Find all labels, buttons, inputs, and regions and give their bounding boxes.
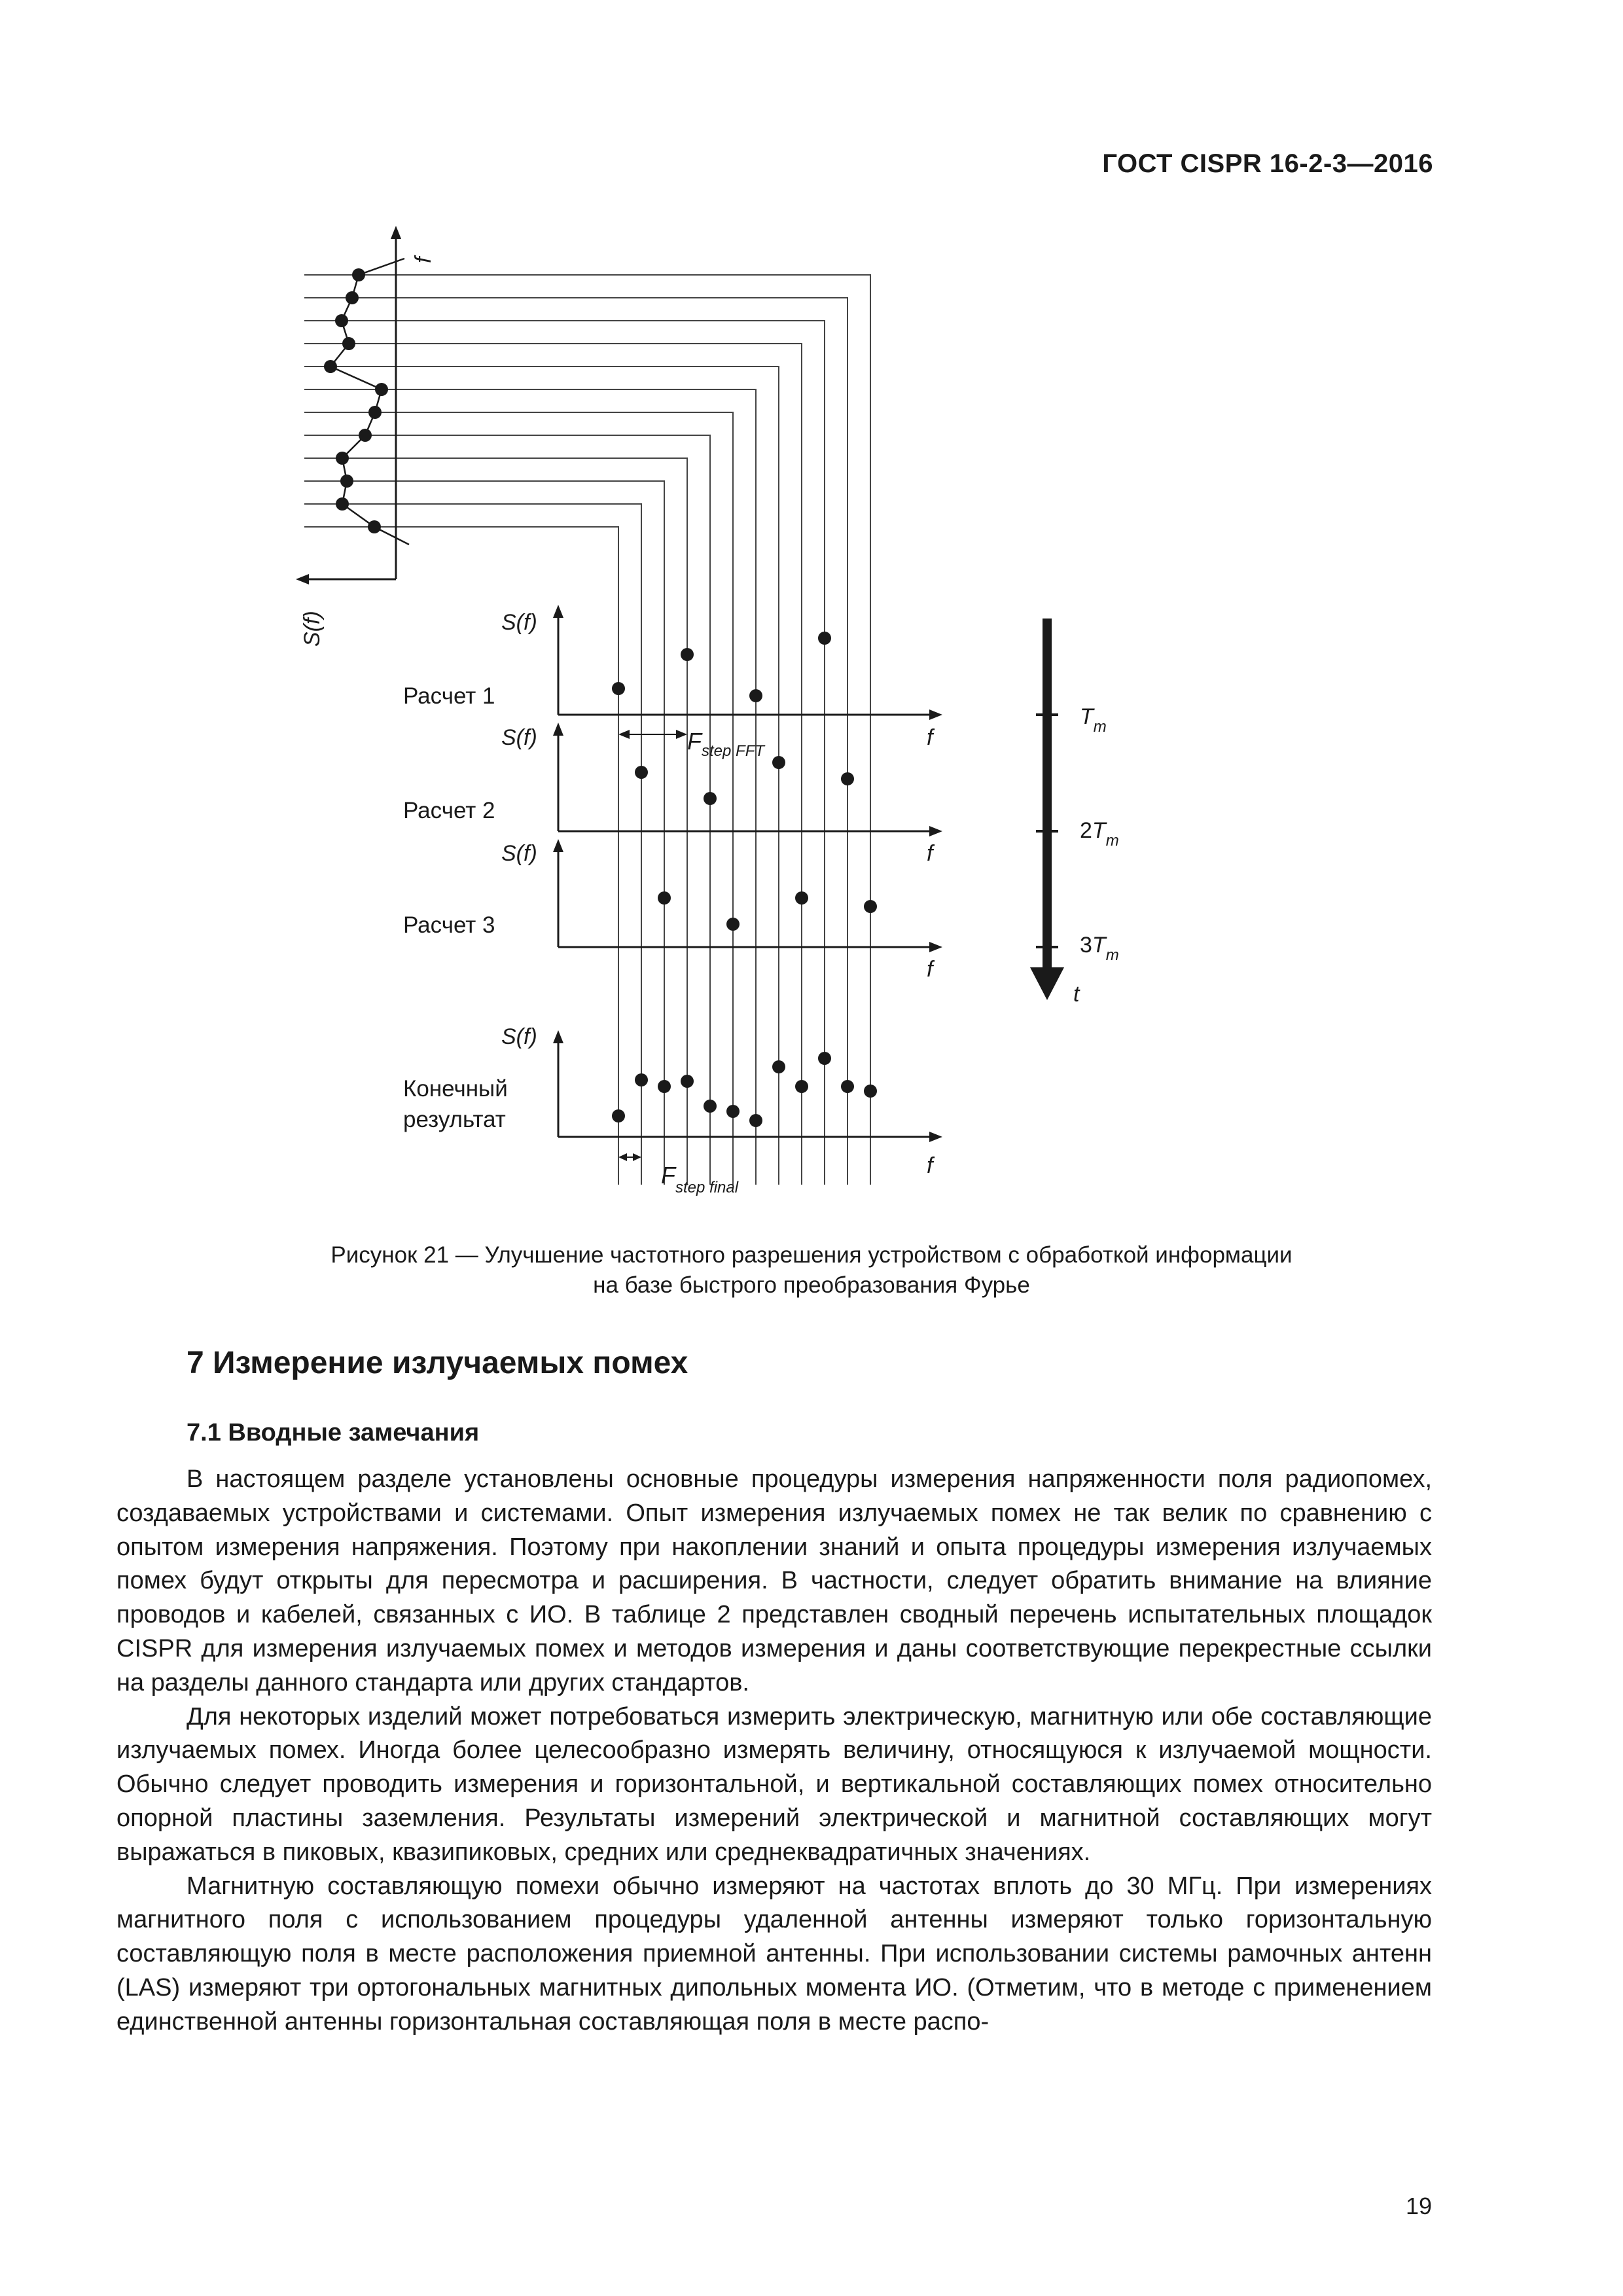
data-point xyxy=(658,1080,671,1093)
row-label-calc2: Расчет 2 xyxy=(403,798,495,823)
spectrum-point xyxy=(324,360,337,373)
spectrum-point xyxy=(368,406,382,419)
time-label-tm: $T_m$ xyxy=(1080,704,1107,736)
section-title: 7 Измерение излучаемых помех xyxy=(187,1346,688,1380)
spectrum-point xyxy=(335,314,348,327)
f-step-fft-arrowhead-left xyxy=(618,730,630,739)
data-point xyxy=(795,1080,808,1093)
time-axis-t-label: t xyxy=(1073,982,1080,1007)
data-point xyxy=(635,766,648,779)
paragraph: Магнитную составляющую помехи обычно измеряют на частотах вплоть до 30 МГц. При измерениях магнитного поля с использованием процедуры удаленной антенны измеряют только горизонтальную составляющую поля в месте расположения приемной антенны. При использовании системы рамочных антенн (LAS) измеряют три ортогональных магнитных дипольных момента ИО. (Отметим, что в методе с применением единственной антенны горизонтальная составляющая поля в месте распо- xyxy=(116,1872,1432,2036)
data-point xyxy=(772,756,785,769)
spectrum-sf-label: S(f) xyxy=(300,611,325,647)
axis-f-label-4: f xyxy=(927,1153,933,1178)
plot-y-axis-arrow xyxy=(553,723,563,736)
standard-header: ГОСТ CISPR 16-2-3—2016 xyxy=(1102,149,1433,178)
axis-f-label-3: f xyxy=(927,957,933,982)
spectrum-point xyxy=(340,475,353,488)
data-point xyxy=(704,792,717,805)
spectrum-f-axis-arrow xyxy=(391,226,401,239)
figure-caption-line1: Рисунок 21 — Улучшение частотного разрешения устройством с обработкой информации xyxy=(330,1242,1293,1268)
row-label-calc1: Расчет 1 xyxy=(403,683,495,709)
paragraph: В настоящем разделе установлены основные процедуры измерения напряженности поля радиопомех, создаваемых устройствами и системами. Опыт измерения излучаемых помех не так велик по сравнению с опытом измерения напряжения. Поэтому при накоплении знаний и опыта процедуры измерения излучаемых помех будут открыты для пересмотра и расширения. В частности, следует обратить внимание на влияние проводов и кабелей, связанных с ИО. В таблице 2 представлен сводный перечень испытательных площадок CISPR для измерения излучаемых помех и методов измерения и даны соответствующие перекрестные ссылки на разделы данного стандарта или других стандартов. xyxy=(116,1465,1432,1696)
row-label-final-2: результат xyxy=(403,1107,506,1132)
data-point xyxy=(635,1073,648,1086)
row-label-final-1: Конечный xyxy=(403,1076,508,1102)
data-point xyxy=(726,918,740,931)
axis-sf-label-4: S(f) xyxy=(501,1024,537,1049)
plot-y-axis-arrow xyxy=(553,1030,563,1043)
f-step-final-arrowhead-right xyxy=(633,1153,641,1161)
axis-sf-label-2: S(f) xyxy=(501,725,537,750)
spectrum-point xyxy=(375,383,388,396)
plot-x-axis-arrow xyxy=(929,826,942,836)
plot-x-axis-arrow xyxy=(929,709,942,720)
spectrum-bin-line xyxy=(304,275,870,1185)
data-point xyxy=(704,1100,717,1113)
subsection-title: 7.1 Вводные замечания xyxy=(187,1419,480,1446)
data-point xyxy=(749,1114,762,1127)
data-point xyxy=(726,1105,740,1118)
plot-y-axis-arrow xyxy=(553,839,563,852)
spectrum-point xyxy=(359,429,372,442)
data-point xyxy=(681,648,694,661)
data-point xyxy=(658,891,671,905)
plot-y-axis-arrow xyxy=(553,605,563,618)
spectrum-sf-axis-arrow xyxy=(296,574,309,584)
time-label-2tm: $2T_m$ xyxy=(1080,818,1119,850)
spectrum-point xyxy=(368,520,381,533)
spectrum-point xyxy=(336,497,349,511)
figure-caption-line2: на базе быстрого преобразования Фурье xyxy=(593,1272,1030,1298)
spectrum-point xyxy=(336,452,349,465)
spectrum-bin-line xyxy=(304,435,710,1185)
data-point xyxy=(818,1052,831,1065)
data-point xyxy=(841,772,854,785)
spectrum-bin-line xyxy=(304,367,779,1185)
plot-x-axis-arrow xyxy=(929,1132,942,1142)
body-text xyxy=(116,1463,1432,2039)
f-step-fft-label: $F_{step FFT}$ xyxy=(687,728,765,760)
spectrum-f-label: f xyxy=(411,257,436,263)
time-label-3tm: $3T_m$ xyxy=(1080,933,1119,964)
data-point xyxy=(772,1060,785,1073)
f-step-final-label: $F_{step final}$ xyxy=(661,1162,739,1196)
data-point xyxy=(681,1075,694,1088)
axis-f-label-2: f xyxy=(927,841,933,866)
figure-caption xyxy=(196,1240,1427,1300)
data-point xyxy=(749,689,762,702)
spectrum-bin-line xyxy=(304,344,802,1185)
data-point xyxy=(841,1080,854,1093)
paragraph: Для некоторых изделий может потребоваться измерить электрическую, магнитную или обе составляющие излучаемых помех. Иногда более целесообразно измерять величину, относящуюся к излучаемой мощности. Обычно следует проводить измерения и горизонтальной, и вертикальной составляющих помех относительно опорной пластины заземления. Результаты измерений электрической и магнитной составляющих могут выражаться в пиковых, квазипиковых, средних или среднеквадратичных значениях. xyxy=(116,1702,1432,1866)
spectrum-point xyxy=(342,337,355,350)
data-point xyxy=(864,1085,877,1098)
data-point xyxy=(612,1109,625,1122)
axis-sf-label-1: S(f) xyxy=(501,610,537,635)
data-point xyxy=(818,632,831,645)
row-label-calc3: Расчет 3 xyxy=(403,912,495,938)
axis-f-label-1: f xyxy=(927,725,933,750)
page-number: 19 xyxy=(1405,2193,1432,2219)
spectrum-point xyxy=(346,291,359,304)
plot-x-axis-arrow xyxy=(929,942,942,952)
spectrum-point xyxy=(352,268,365,281)
spectrum-bin-line xyxy=(304,389,756,1185)
axis-sf-label-3: S(f) xyxy=(501,841,537,866)
f-step-final-arrowhead-left xyxy=(618,1153,627,1161)
f-step-fft-arrowhead-right xyxy=(676,730,687,739)
spectrum-bin-line xyxy=(304,298,847,1185)
data-point xyxy=(864,900,877,913)
data-point xyxy=(612,682,625,695)
data-point xyxy=(795,891,808,905)
time-axis-arrow xyxy=(1030,967,1064,1000)
